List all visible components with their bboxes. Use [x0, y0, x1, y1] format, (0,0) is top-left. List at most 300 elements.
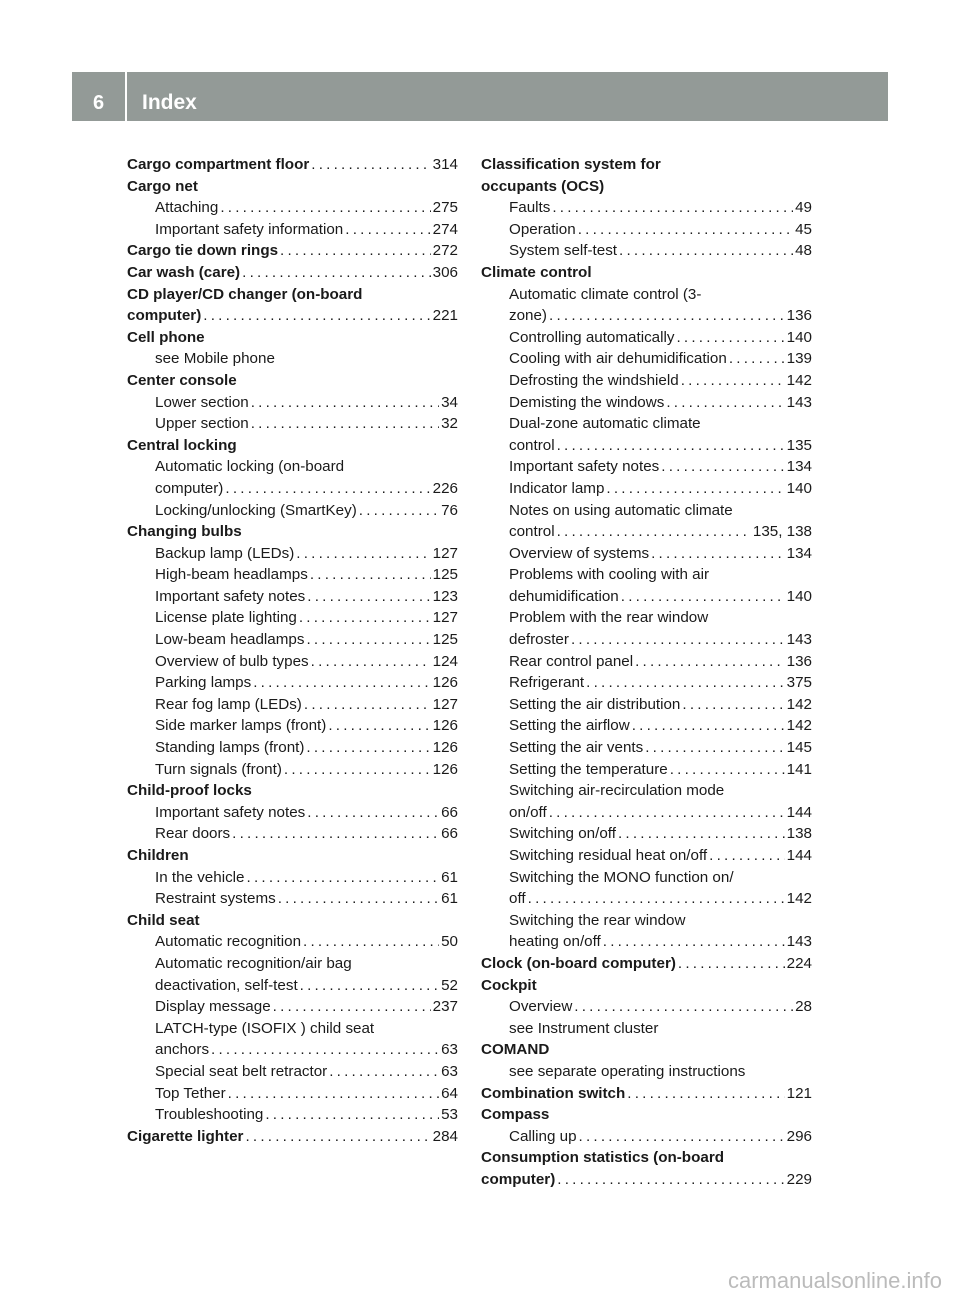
- index-entry[interactable]: [127, 240, 458, 262]
- page-reference[interactable]: 126: [432, 674, 458, 692]
- entry-label: Automatic recognition/air bag: [155, 954, 352, 972]
- dot-leader: [211, 1039, 439, 1061]
- index-entry: [127, 435, 458, 457]
- index-subentry[interactable]: [127, 694, 458, 716]
- entry-label: Setting the air distribution: [509, 695, 681, 713]
- index-subentry[interactable]: [481, 478, 812, 500]
- page-reference[interactable]: 135: [786, 436, 812, 454]
- page-reference[interactable]: 126: [432, 739, 458, 757]
- entry-label: Overview of bulb types: [155, 652, 309, 670]
- index-subentry[interactable]: [127, 715, 458, 737]
- index-entry: [127, 327, 458, 349]
- dot-leader: [606, 478, 784, 500]
- index-subentry[interactable]: [481, 629, 812, 651]
- dot-leader: [729, 348, 785, 370]
- index-subentry[interactable]: [481, 802, 812, 824]
- page-reference[interactable]: 141: [786, 760, 812, 778]
- dot-leader: [579, 1126, 785, 1148]
- dot-leader: [549, 802, 785, 824]
- entry-label: anchors: [155, 1041, 210, 1059]
- index-subentry[interactable]: [481, 931, 812, 953]
- entry-label: Dual-zone automatic climate: [509, 415, 701, 433]
- index-entry: [127, 370, 458, 392]
- entry-label: Central locking: [127, 436, 237, 454]
- index-entry: [127, 910, 458, 932]
- page-reference[interactable]: 140: [786, 479, 812, 497]
- entry-label: CD player/CD changer (on-board: [127, 285, 363, 303]
- entry-label: Overview: [509, 998, 573, 1016]
- index-subentry[interactable]: [481, 694, 812, 716]
- index-subentry[interactable]: [481, 370, 812, 392]
- page-reference[interactable]: 127: [432, 695, 458, 713]
- entry-label: computer): [155, 479, 224, 497]
- dot-leader: [632, 715, 785, 737]
- dot-leader: [651, 543, 785, 565]
- page-reference[interactable]: 272: [432, 242, 458, 260]
- entry-label: Special seat belt retractor: [155, 1062, 328, 1080]
- dot-leader: [232, 823, 439, 845]
- entry-label: off: [509, 890, 526, 908]
- entry-label: Rear fog lamp (LEDs): [155, 695, 302, 713]
- dot-leader: [307, 586, 430, 608]
- index-subentry[interactable]: [127, 737, 458, 759]
- page-reference[interactable]: 125: [432, 566, 458, 584]
- page-reference[interactable]: 136: [786, 307, 812, 325]
- entry-label: Side marker lamps (front): [155, 717, 327, 735]
- page-reference[interactable]: 32: [441, 415, 458, 433]
- dot-leader: [245, 1126, 430, 1148]
- entry-label: Climate control: [481, 263, 592, 281]
- page-reference[interactable]: 226: [432, 479, 458, 497]
- page-reference[interactable]: 63: [441, 1041, 458, 1059]
- entry-label: Changing bulbs: [127, 523, 242, 541]
- dot-leader: [681, 370, 785, 392]
- index-subentry[interactable]: [127, 586, 458, 608]
- entry-label: Standing lamps (front): [155, 739, 305, 757]
- entry-label: Automatic climate control (3-: [509, 285, 702, 303]
- index-entry: [127, 521, 458, 543]
- index-subentry[interactable]: [481, 586, 812, 608]
- index-subentry[interactable]: [127, 392, 458, 414]
- entry-label: Cigarette lighter: [127, 1127, 244, 1145]
- index-entry: [127, 176, 458, 198]
- entry-label: computer): [127, 307, 202, 325]
- dot-leader: [228, 1083, 439, 1105]
- entry-label: Cargo net: [127, 177, 198, 195]
- index-subentry[interactable]: [127, 1083, 458, 1105]
- dot-leader: [709, 845, 785, 867]
- dot-leader: [265, 1104, 439, 1126]
- entry-label: Display message: [155, 998, 271, 1016]
- page-reference[interactable]: 229: [786, 1170, 812, 1188]
- dot-leader: [359, 500, 439, 522]
- entry-label: Attaching: [155, 199, 219, 217]
- page-reference[interactable]: 50: [441, 933, 458, 951]
- index-subentry: [481, 910, 812, 932]
- page-reference[interactable]: 66: [441, 825, 458, 843]
- entry-label: Child-proof locks: [127, 782, 252, 800]
- index-entry: [481, 154, 812, 176]
- index-subentry: [481, 500, 812, 522]
- page-reference[interactable]: 142: [786, 717, 812, 735]
- index-subentry: [127, 348, 458, 370]
- entry-label: Problems with cooling with air: [509, 566, 710, 584]
- dot-leader: [557, 521, 751, 543]
- index-entry[interactable]: [127, 1126, 458, 1148]
- entry-label: Operation: [509, 220, 576, 238]
- dot-leader: [306, 629, 430, 651]
- index-subentry[interactable]: [127, 672, 458, 694]
- page-reference[interactable]: 45: [795, 220, 812, 238]
- entry-label: Overview of systems: [509, 544, 650, 562]
- page-reference[interactable]: 145: [786, 739, 812, 757]
- index-subentry[interactable]: [127, 478, 458, 500]
- index-subentry[interactable]: [481, 759, 812, 781]
- entry-label: Cargo compartment floor: [127, 156, 310, 173]
- page-reference[interactable]: 76: [441, 501, 458, 519]
- entry-label: Calling up: [509, 1127, 577, 1145]
- index-entry: [481, 1104, 812, 1126]
- dot-leader: [273, 996, 431, 1018]
- entry-label: Upper section: [155, 415, 249, 433]
- index-subentry: [481, 607, 812, 629]
- entry-label: Children: [127, 847, 189, 864]
- page-reference[interactable]: 274: [432, 220, 458, 238]
- page-reference[interactable]: 136: [786, 652, 812, 670]
- index-entry: [127, 845, 458, 867]
- entry-label: control: [509, 523, 555, 541]
- page-reference[interactable]: 144: [786, 803, 812, 821]
- index-entry[interactable]: [481, 1169, 812, 1191]
- dot-leader: [328, 715, 430, 737]
- entry-label: System self-test: [509, 242, 618, 260]
- page-number: 6: [92, 92, 105, 114]
- page-reference[interactable]: 135, 138: [752, 523, 812, 541]
- index-subentry: [481, 1018, 812, 1040]
- entry-label: see Instrument cluster: [509, 1019, 659, 1037]
- page-reference[interactable]: 53: [441, 1106, 458, 1124]
- entry-label: LATCH-type (ISOFIX ) child seat: [155, 1019, 375, 1037]
- index-entry: [481, 975, 812, 997]
- page-reference[interactable]: 48: [795, 242, 812, 260]
- entry-label: Consumption statistics (on-board: [481, 1149, 724, 1167]
- entry-label: Faults: [509, 199, 551, 217]
- dot-leader: [574, 996, 793, 1018]
- index-subentry[interactable]: [481, 996, 812, 1018]
- index-subentry[interactable]: [127, 931, 458, 953]
- dot-leader: [528, 888, 785, 910]
- page-reference[interactable]: 221: [432, 307, 458, 325]
- index-subentry[interactable]: [127, 543, 458, 565]
- entry-label: Child seat: [127, 911, 200, 929]
- entry-label: Locking/unlocking (SmartKey): [155, 501, 357, 519]
- index-entry[interactable]: [127, 154, 458, 176]
- dot-leader: [220, 197, 430, 219]
- index-subentry[interactable]: [127, 500, 458, 522]
- page-reference[interactable]: 123: [432, 587, 458, 605]
- index-subentry[interactable]: [127, 888, 458, 910]
- index-subentry[interactable]: [127, 996, 458, 1018]
- entry-label: Setting the temperature: [509, 760, 668, 778]
- entry-label: Notes on using automatic climate: [509, 501, 733, 519]
- page-reference[interactable]: 126: [432, 717, 458, 735]
- dot-leader: [280, 240, 431, 262]
- dot-leader: [329, 1061, 439, 1083]
- page-reference[interactable]: 125: [432, 631, 458, 649]
- page-reference[interactable]: 140: [786, 587, 812, 605]
- dot-leader: [557, 435, 785, 457]
- index-subentry[interactable]: [481, 305, 812, 327]
- dot-leader: [251, 392, 439, 414]
- dot-leader: [552, 197, 793, 219]
- entry-label: Clock (on-board computer): [481, 954, 676, 972]
- index-subentry[interactable]: [481, 543, 812, 565]
- dot-leader: [621, 586, 785, 608]
- entry-label: on/off: [509, 803, 547, 821]
- entry-label: License plate lighting: [155, 609, 297, 627]
- entry-label: Setting the air vents: [509, 739, 644, 757]
- entry-label: computer): [481, 1170, 556, 1188]
- dot-leader: [578, 219, 793, 241]
- index-subentry[interactable]: [481, 888, 812, 910]
- dot-leader: [670, 759, 785, 781]
- page-reference[interactable]: 121: [786, 1084, 812, 1102]
- dot-leader: [203, 305, 430, 327]
- entry-label: Important safety information: [155, 220, 344, 238]
- dot-leader: [311, 154, 430, 176]
- index-subentry[interactable]: [127, 823, 458, 845]
- index-subentry[interactable]: [481, 823, 812, 845]
- index-subentry[interactable]: [127, 1104, 458, 1126]
- page-reference[interactable]: 142: [786, 890, 812, 908]
- page-reference[interactable]: 66: [441, 803, 458, 821]
- entry-label: heating on/off: [509, 933, 601, 951]
- index-subentry[interactable]: [481, 240, 812, 262]
- entry-label: Low-beam headlamps: [155, 631, 305, 649]
- dot-leader: [678, 953, 785, 975]
- dot-leader: [557, 1169, 784, 1191]
- index-entry: [481, 262, 812, 284]
- dot-leader: [311, 651, 431, 673]
- dot-leader: [645, 737, 784, 759]
- index-subentry[interactable]: [127, 1061, 458, 1083]
- entry-label: COMAND: [481, 1041, 550, 1059]
- dot-leader: [603, 931, 785, 953]
- index-subentry[interactable]: [481, 737, 812, 759]
- index-subentry[interactable]: [481, 348, 812, 370]
- entry-label: control: [509, 436, 555, 454]
- page-reference[interactable]: 224: [786, 954, 812, 972]
- page-reference[interactable]: 144: [786, 847, 812, 864]
- index-subentry[interactable]: [481, 672, 812, 694]
- dot-leader: [304, 694, 431, 716]
- index-subentry[interactable]: [127, 802, 458, 824]
- index-subentry[interactable]: [481, 392, 812, 414]
- page-reference[interactable]: 61: [441, 890, 458, 908]
- page-reference[interactable]: 127: [432, 544, 458, 562]
- page-reference[interactable]: 143: [786, 393, 812, 411]
- page-reference[interactable]: 314: [432, 156, 458, 173]
- index-subentry: [481, 867, 812, 889]
- page-reference[interactable]: 142: [786, 695, 812, 713]
- dot-leader: [586, 672, 785, 694]
- index-subentry[interactable]: [481, 1126, 812, 1148]
- dot-leader: [310, 564, 431, 586]
- page-reference[interactable]: 64: [441, 1084, 458, 1102]
- page-reference[interactable]: 142: [786, 371, 812, 389]
- page-reference[interactable]: 134: [786, 458, 812, 476]
- page-reference[interactable]: 126: [432, 760, 458, 778]
- index-subentry[interactable]: [127, 564, 458, 586]
- page-reference[interactable]: 375: [786, 674, 812, 692]
- page-reference[interactable]: 306: [432, 263, 458, 281]
- index-subentry[interactable]: [481, 219, 812, 241]
- page-reference[interactable]: 275: [432, 199, 458, 217]
- entry-label: Parking lamps: [155, 674, 252, 692]
- index-entry[interactable]: [481, 1083, 812, 1105]
- index-subentry: [481, 780, 812, 802]
- page-reference[interactable]: 140: [786, 328, 812, 346]
- index-entry: [481, 176, 812, 198]
- index-subentry[interactable]: [481, 521, 812, 543]
- entry-label: Switching air-recirculation mode: [509, 782, 725, 800]
- index-subentry[interactable]: [481, 651, 812, 673]
- entry-label: see Mobile phone: [155, 350, 275, 368]
- index-subentry[interactable]: [127, 867, 458, 889]
- page-reference[interactable]: 124: [432, 652, 458, 670]
- dot-leader: [299, 607, 431, 629]
- entry-label: Important safety notes: [155, 587, 306, 605]
- dot-leader: [618, 823, 785, 845]
- entry-label: Compass: [481, 1106, 550, 1124]
- entry-label: defroster: [509, 631, 569, 649]
- page-reference[interactable]: 134: [786, 544, 812, 562]
- entry-label: In the vehicle: [155, 868, 245, 886]
- index-subentry[interactable]: [481, 435, 812, 457]
- dot-leader: [242, 262, 431, 284]
- dot-leader: [571, 629, 785, 651]
- index-subentry[interactable]: [127, 651, 458, 673]
- entry-label: Indicator lamp: [509, 479, 605, 497]
- entry-label: Problem with the rear window: [509, 609, 709, 627]
- page-reference[interactable]: 139: [786, 350, 812, 368]
- page-reference[interactable]: 237: [432, 998, 458, 1016]
- page-reference[interactable]: 127: [432, 609, 458, 627]
- page-reference[interactable]: 143: [786, 631, 812, 649]
- entry-label: Cockpit: [481, 976, 537, 994]
- index-subentry[interactable]: [127, 219, 458, 241]
- entry-label: Refrigerant: [509, 674, 585, 692]
- dot-leader: [247, 867, 440, 889]
- page-reference[interactable]: 28: [795, 998, 812, 1016]
- index-subentry[interactable]: [127, 607, 458, 629]
- index-subentry: [127, 1018, 458, 1040]
- dot-leader: [296, 543, 430, 565]
- index-entry: [481, 1147, 812, 1169]
- index-subentry[interactable]: [481, 327, 812, 349]
- dot-leader: [627, 1083, 784, 1105]
- entry-label: Cell phone: [127, 328, 205, 346]
- entry-label: Troubleshooting: [155, 1106, 264, 1124]
- dot-leader: [682, 694, 784, 716]
- entry-label: zone): [509, 307, 547, 325]
- dot-leader: [225, 478, 430, 500]
- page-reference[interactable]: 143: [786, 933, 812, 951]
- index-subentry[interactable]: [127, 413, 458, 435]
- index-subentry: [127, 456, 458, 478]
- index-subentry[interactable]: [481, 845, 812, 867]
- page-reference[interactable]: 34: [441, 393, 458, 411]
- index-subentry[interactable]: [127, 197, 458, 219]
- index-subentry[interactable]: [127, 975, 458, 997]
- page-reference[interactable]: 52: [441, 976, 458, 994]
- index-entry[interactable]: [127, 305, 458, 327]
- entry-label: Controlling automatically: [509, 328, 675, 346]
- index-entry: [127, 780, 458, 802]
- entry-label: Cargo tie down rings: [127, 242, 279, 260]
- dot-leader: [251, 413, 439, 435]
- page-reference[interactable]: 284: [432, 1127, 458, 1145]
- entry-label: Car wash (care): [127, 263, 241, 281]
- dot-leader: [300, 975, 439, 997]
- index-subentry[interactable]: [481, 715, 812, 737]
- entry-label: deactivation, self-test: [155, 976, 298, 994]
- entry-label: Demisting the windows: [509, 393, 665, 411]
- page-reference[interactable]: 49: [795, 199, 812, 217]
- index-entry: [127, 284, 458, 306]
- entry-label: Defrosting the windshield: [509, 371, 679, 389]
- entry-label: see separate operating instructions: [509, 1062, 746, 1080]
- index-column-left: [127, 154, 458, 1147]
- dot-leader: [635, 651, 785, 673]
- page-reference[interactable]: 63: [441, 1062, 458, 1080]
- entry-label: Top Tether: [155, 1084, 226, 1102]
- entry-label: Switching on/off: [509, 825, 616, 843]
- page-reference[interactable]: 138: [786, 825, 812, 843]
- entry-label: Classification system for: [481, 156, 661, 173]
- dot-leader: [278, 888, 439, 910]
- index-entry[interactable]: [481, 953, 812, 975]
- dot-leader: [345, 219, 430, 241]
- index-subentry[interactable]: [127, 629, 458, 651]
- index-subentry: [127, 953, 458, 975]
- entry-label: Cooling with air dehumidification: [509, 350, 727, 368]
- entry-label: Combination switch: [481, 1084, 626, 1102]
- page-reference[interactable]: 61: [441, 868, 458, 886]
- index-subentry: [481, 1061, 812, 1083]
- index-entry[interactable]: [127, 262, 458, 284]
- entry-label: Rear doors: [155, 825, 231, 843]
- index-subentry: [481, 564, 812, 586]
- entry-label: High-beam headlamps: [155, 566, 308, 584]
- entry-label: Automatic locking (on-board: [155, 458, 345, 476]
- dot-leader: [661, 456, 784, 478]
- page-header: [72, 72, 888, 121]
- entry-label: Backup lamp (LEDs): [155, 544, 295, 562]
- entry-label: Automatic recognition: [155, 933, 302, 951]
- entry-label: Important safety notes: [155, 803, 306, 821]
- entry-label: Switching the MONO function on/: [509, 868, 734, 886]
- dot-leader: [549, 305, 785, 327]
- index-subentry[interactable]: [127, 1039, 458, 1061]
- index-subentry[interactable]: [481, 197, 812, 219]
- index-subentry[interactable]: [481, 456, 812, 478]
- page-reference[interactable]: 296: [786, 1127, 812, 1145]
- index-subentry[interactable]: [127, 759, 458, 781]
- entry-label: dehumidification: [509, 587, 619, 605]
- dot-leader: [666, 392, 784, 414]
- entry-label: Important safety notes: [509, 458, 660, 476]
